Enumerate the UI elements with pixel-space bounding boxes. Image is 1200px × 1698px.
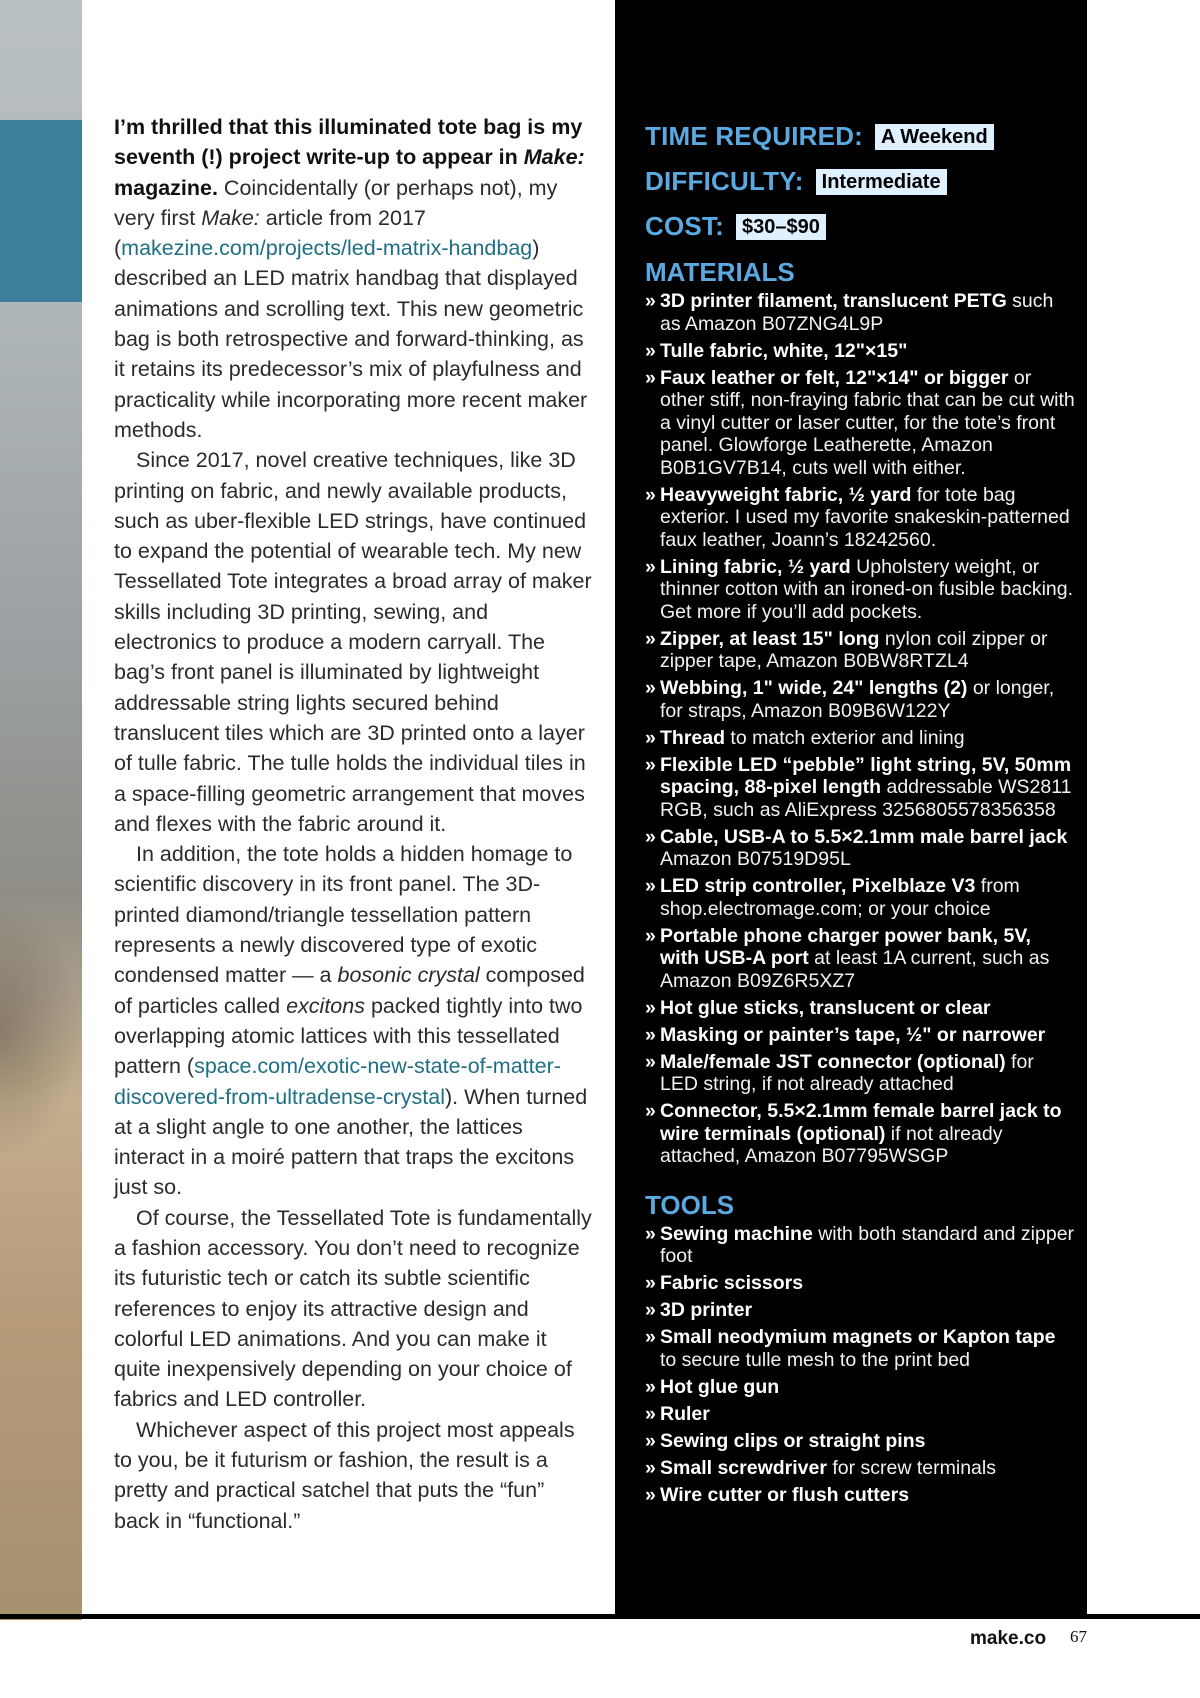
tool-item — [645, 1457, 1075, 1480]
material-item-detail: from shop.electromage.com; or your choice — [660, 875, 1020, 920]
material-item — [645, 997, 1075, 1020]
tools-heading: TOOLS — [645, 1189, 735, 1220]
material-item-name: Lining fabric, ½ yard — [660, 555, 851, 578]
list-bullet-icon: » — [645, 1299, 656, 1321]
material-item — [645, 875, 1075, 920]
material-item-detail: to match exterior and lining — [725, 726, 965, 749]
material-item-detail: nylon coil zipper or zipper tape, Amazon B0BW8RTZL4 — [660, 627, 1048, 672]
tool-item — [645, 1326, 1075, 1371]
footer-rule — [0, 1614, 1200, 1619]
list-bullet-icon: » — [645, 627, 656, 650]
material-item — [645, 340, 1075, 363]
tool-item-name: Fabric scissors — [660, 1272, 804, 1294]
tools-list — [645, 1223, 1075, 1507]
tool-item-name: Sewing machine — [660, 1222, 813, 1245]
material-item-name: LED strip controller, Pixelblaze V3 — [660, 875, 976, 897]
material-item-detail: if not already attached, Amazon B07795WSGP — [660, 1122, 1003, 1167]
p3-bosonic-crystal: bosonic crystal — [337, 963, 480, 988]
tool-item — [645, 1223, 1075, 1268]
material-item — [645, 826, 1075, 871]
list-bullet-icon: » — [645, 825, 656, 848]
material-item — [645, 754, 1075, 822]
lead-in-end: magazine. — [114, 175, 218, 200]
material-item-detail: for LED string, if not already attached — [660, 1050, 1034, 1095]
material-item-detail: addressable WS2811 RGB, such as AliExpress 3256805578356358 — [660, 776, 1072, 821]
list-bullet-icon: » — [645, 290, 656, 312]
material-item-name: Zipper, at least 15" long — [660, 627, 880, 650]
list-bullet-icon: » — [645, 677, 656, 699]
tool-item-detail: for screw terminals — [826, 1456, 996, 1479]
tool-item-name: Hot glue gun — [660, 1375, 780, 1398]
time-required-label: TIME REQUIRED: — [645, 121, 864, 151]
tool-item — [645, 1299, 1075, 1322]
p1-make-em: Make: — [201, 205, 260, 230]
p1-text-a: Coincidentally (or perhaps not), my very first — [114, 175, 558, 230]
list-bullet-icon: » — [645, 1429, 656, 1452]
material-item-name: Tulle fabric, white, 12"×15" — [660, 339, 908, 362]
tool-item — [645, 1272, 1075, 1295]
article-paragraph-3 — [114, 839, 594, 1203]
tool-item-name: Small screwdriver — [660, 1456, 827, 1479]
material-item — [645, 556, 1075, 624]
tool-item-name: Ruler — [660, 1402, 710, 1425]
material-item-detail: Upholstery weight, or thinner cotton with an ironed-on fusible backing. Get more if you’ll add pockets. — [660, 555, 1074, 623]
material-item-name: Flexible LED “pebble” light string, 5V, 50mm spacing, 88-pixel length — [660, 753, 1072, 798]
material-item — [645, 290, 1075, 335]
list-bullet-icon: » — [645, 753, 656, 776]
tool-item-detail: with both standard and zipper foot — [660, 1222, 1075, 1267]
list-bullet-icon: » — [645, 555, 656, 578]
time-required-row — [645, 114, 1075, 159]
material-item-name: Hot glue sticks, translucent or clear — [660, 996, 991, 1019]
p3-text-a: In addition, the tote holds a hidden homage to scientific discovery in its front panel. The 3D-printed diamond/triangle tessellation pattern represents a newly discovered type of exotic condensed matter — a — [114, 842, 573, 988]
material-item — [645, 628, 1075, 673]
list-bullet-icon: » — [645, 1375, 656, 1398]
tool-item — [645, 1430, 1075, 1453]
photo-shadow — [0, 900, 82, 1160]
list-bullet-icon: » — [645, 726, 656, 749]
article-paragraph-4: Of course, the Tessellated Tote is fundamentally a fashion accessory. You don’t need to recognize its futuristic tech or catch its subtle scientific references to enjoy its attractive design and colorful LED animations. And you can make it quite inexpensively depending on your choice of fabrics and LED controller. — [114, 1205, 592, 1412]
material-item — [645, 727, 1075, 750]
tool-item — [645, 1484, 1075, 1507]
list-bullet-icon: » — [645, 1050, 656, 1073]
difficulty-row — [645, 159, 1075, 204]
list-bullet-icon: » — [645, 1023, 656, 1046]
material-item-detail: such as Amazon B07ZNG4L9P — [660, 290, 1054, 335]
article-paragraph-1 — [114, 112, 594, 445]
cover-photo-strip — [0, 0, 82, 1620]
list-bullet-icon: » — [645, 483, 656, 506]
article-paragraph-2: Since 2017, novel creative techniques, like 3D printing on fabric, and newly available products, such as uber-flexible LED strings, have continued to expand the potential of wearable tech. My new Tessellated Tote integrates a broad array of maker skills including 3D printing, sewing, and electronics to produce a modern carryall. The bag’s front panel is illuminated by lightweight addressable string lights secured behind translucent tiles which are 3D printed onto a layer of tulle fabric. The tulle holds the individual tiles in a space-filling geometric arrangement that moves and flexes with the fabric around it. — [114, 448, 592, 836]
tool-item-name: Small neodymium magnets or Kapton tape — [660, 1326, 1056, 1348]
materials-list — [645, 290, 1075, 1168]
p3-excitons: excitons — [286, 993, 365, 1018]
tool-item — [645, 1403, 1075, 1426]
article-paragraph-5: Whichever aspect of this project most appeals to you, be it futurism or fashion, the result is a pretty and practical satchel that puts the “fun” back in “functional.” — [114, 1417, 575, 1533]
material-item-detail: at least 1A current, such as Amazon B09Z6R5XZ7 — [660, 947, 1050, 992]
tool-item-detail: to secure tulle mesh to the print bed — [660, 1348, 971, 1371]
list-bullet-icon: » — [645, 1456, 656, 1479]
cost-label: COST: — [645, 211, 724, 241]
material-item-name: 3D printer filament, translucent PETG — [660, 290, 1007, 312]
material-item-name: Webbing, 1" wide, 24" lengths (2) — [660, 677, 968, 699]
materials-heading: MATERIALS — [645, 257, 795, 287]
space-com-link[interactable]: space.com/exotic-new-state-of-matter-discovered-from-ultradense-crystal — [114, 1054, 561, 1109]
p1-text-b: article from 2017 ( — [114, 205, 426, 261]
material-item — [645, 367, 1075, 480]
list-bullet-icon: » — [645, 1272, 656, 1294]
list-bullet-icon: » — [645, 996, 656, 1019]
material-item — [645, 1051, 1075, 1096]
list-bullet-icon: » — [645, 1222, 656, 1245]
material-item-name: Male/female JST connector (optional) — [660, 1050, 1006, 1073]
material-item-detail: for tote bag exterior. I used my favorite snakeskin-patterned faux leather, Joann’s 18242560. — [660, 483, 1070, 551]
tool-item-name: Sewing clips or straight pins — [660, 1429, 926, 1452]
material-item — [645, 484, 1075, 552]
material-item — [645, 1024, 1075, 1047]
material-item-name: Cable, USB-A to 5.5×2.1mm male barrel jack — [660, 825, 1068, 848]
material-item-name: Thread — [660, 726, 726, 749]
list-bullet-icon: » — [645, 1483, 656, 1506]
p3-text-c: packed tightly into two overlapping atomic lattices with this tessellated pattern ( — [114, 993, 583, 1079]
photo-teal-panel — [0, 120, 82, 302]
tool-item-name: 3D printer — [660, 1299, 753, 1321]
material-item — [645, 677, 1075, 722]
difficulty-value: Intermediate — [816, 169, 947, 195]
list-bullet-icon: » — [645, 924, 656, 947]
material-item-name: Masking or painter’s tape, ½" or narrower — [660, 1023, 1046, 1046]
difficulty-label: DIFFICULTY: — [645, 166, 804, 196]
list-bullet-icon: » — [645, 875, 656, 897]
footer-site-name[interactable]: make.co — [970, 1628, 1047, 1649]
lead-in-make: Make: — [523, 145, 585, 170]
lead-in-text: I’m thrilled that this illuminated tote bag is my seventh (!) project write-up to appear in — [114, 115, 583, 170]
p1-text-c: ) described an LED matrix handbag that displayed animations and scrolling text. This new geometric bag is both retrospective and forward-thinking, as it retains its predecessor’s mix of playfulness and practicality while incorporating more recent maker methods. — [114, 236, 588, 442]
list-bullet-icon: » — [645, 339, 656, 362]
page-number: 67 — [1070, 1627, 1087, 1646]
material-item-name: Heavyweight fabric, ½ yard — [660, 483, 912, 506]
list-bullet-icon: » — [645, 1100, 656, 1122]
p3-text-b: composed of particles called — [114, 963, 585, 1018]
cost-value: $30–$90 — [736, 214, 826, 240]
material-item-detail: or other stiff, non-fraying fabric that can be cut with a vinyl cutter or laser cutter, for the tote’s front panel. Glowforge Leatherette, Amazon B0B1GV7B14, cuts well with either. — [660, 366, 1075, 479]
material-item — [645, 925, 1075, 993]
material-item-name: Connector, 5.5×2.1mm female barrel jack to wire terminals (optional) — [660, 1100, 1062, 1145]
material-item-name: Faux leather or felt, 12"×14" or bigger — [660, 366, 1009, 389]
tool-item-name: Wire cutter or flush cutters — [660, 1483, 910, 1506]
list-bullet-icon: » — [645, 1326, 656, 1348]
article-body — [114, 112, 594, 1536]
list-bullet-icon: » — [645, 366, 656, 389]
p3-text-d: ). When turned at a slight angle to one another, the lattices interact in a moiré pattern that traps the excitons just so. — [114, 1084, 588, 1200]
material-item-detail: Amazon B07519D95L — [660, 848, 851, 870]
material-item-detail: or longer, for straps, Amazon B09B6W122Y — [660, 677, 1055, 722]
time-required-value: A Weekend — [875, 124, 994, 150]
list-bullet-icon: » — [645, 1402, 656, 1425]
cost-row — [645, 204, 1075, 249]
material-item — [645, 1100, 1075, 1168]
sidebar-content — [645, 114, 1075, 1511]
makezine-link[interactable]: makezine.com/projects/led-matrix-handbag — [121, 236, 533, 261]
tool-item — [645, 1376, 1075, 1399]
project-sidebar — [615, 0, 1087, 1614]
material-item-name: Portable phone charger power bank, 5V, with USB-A port — [660, 924, 1031, 969]
